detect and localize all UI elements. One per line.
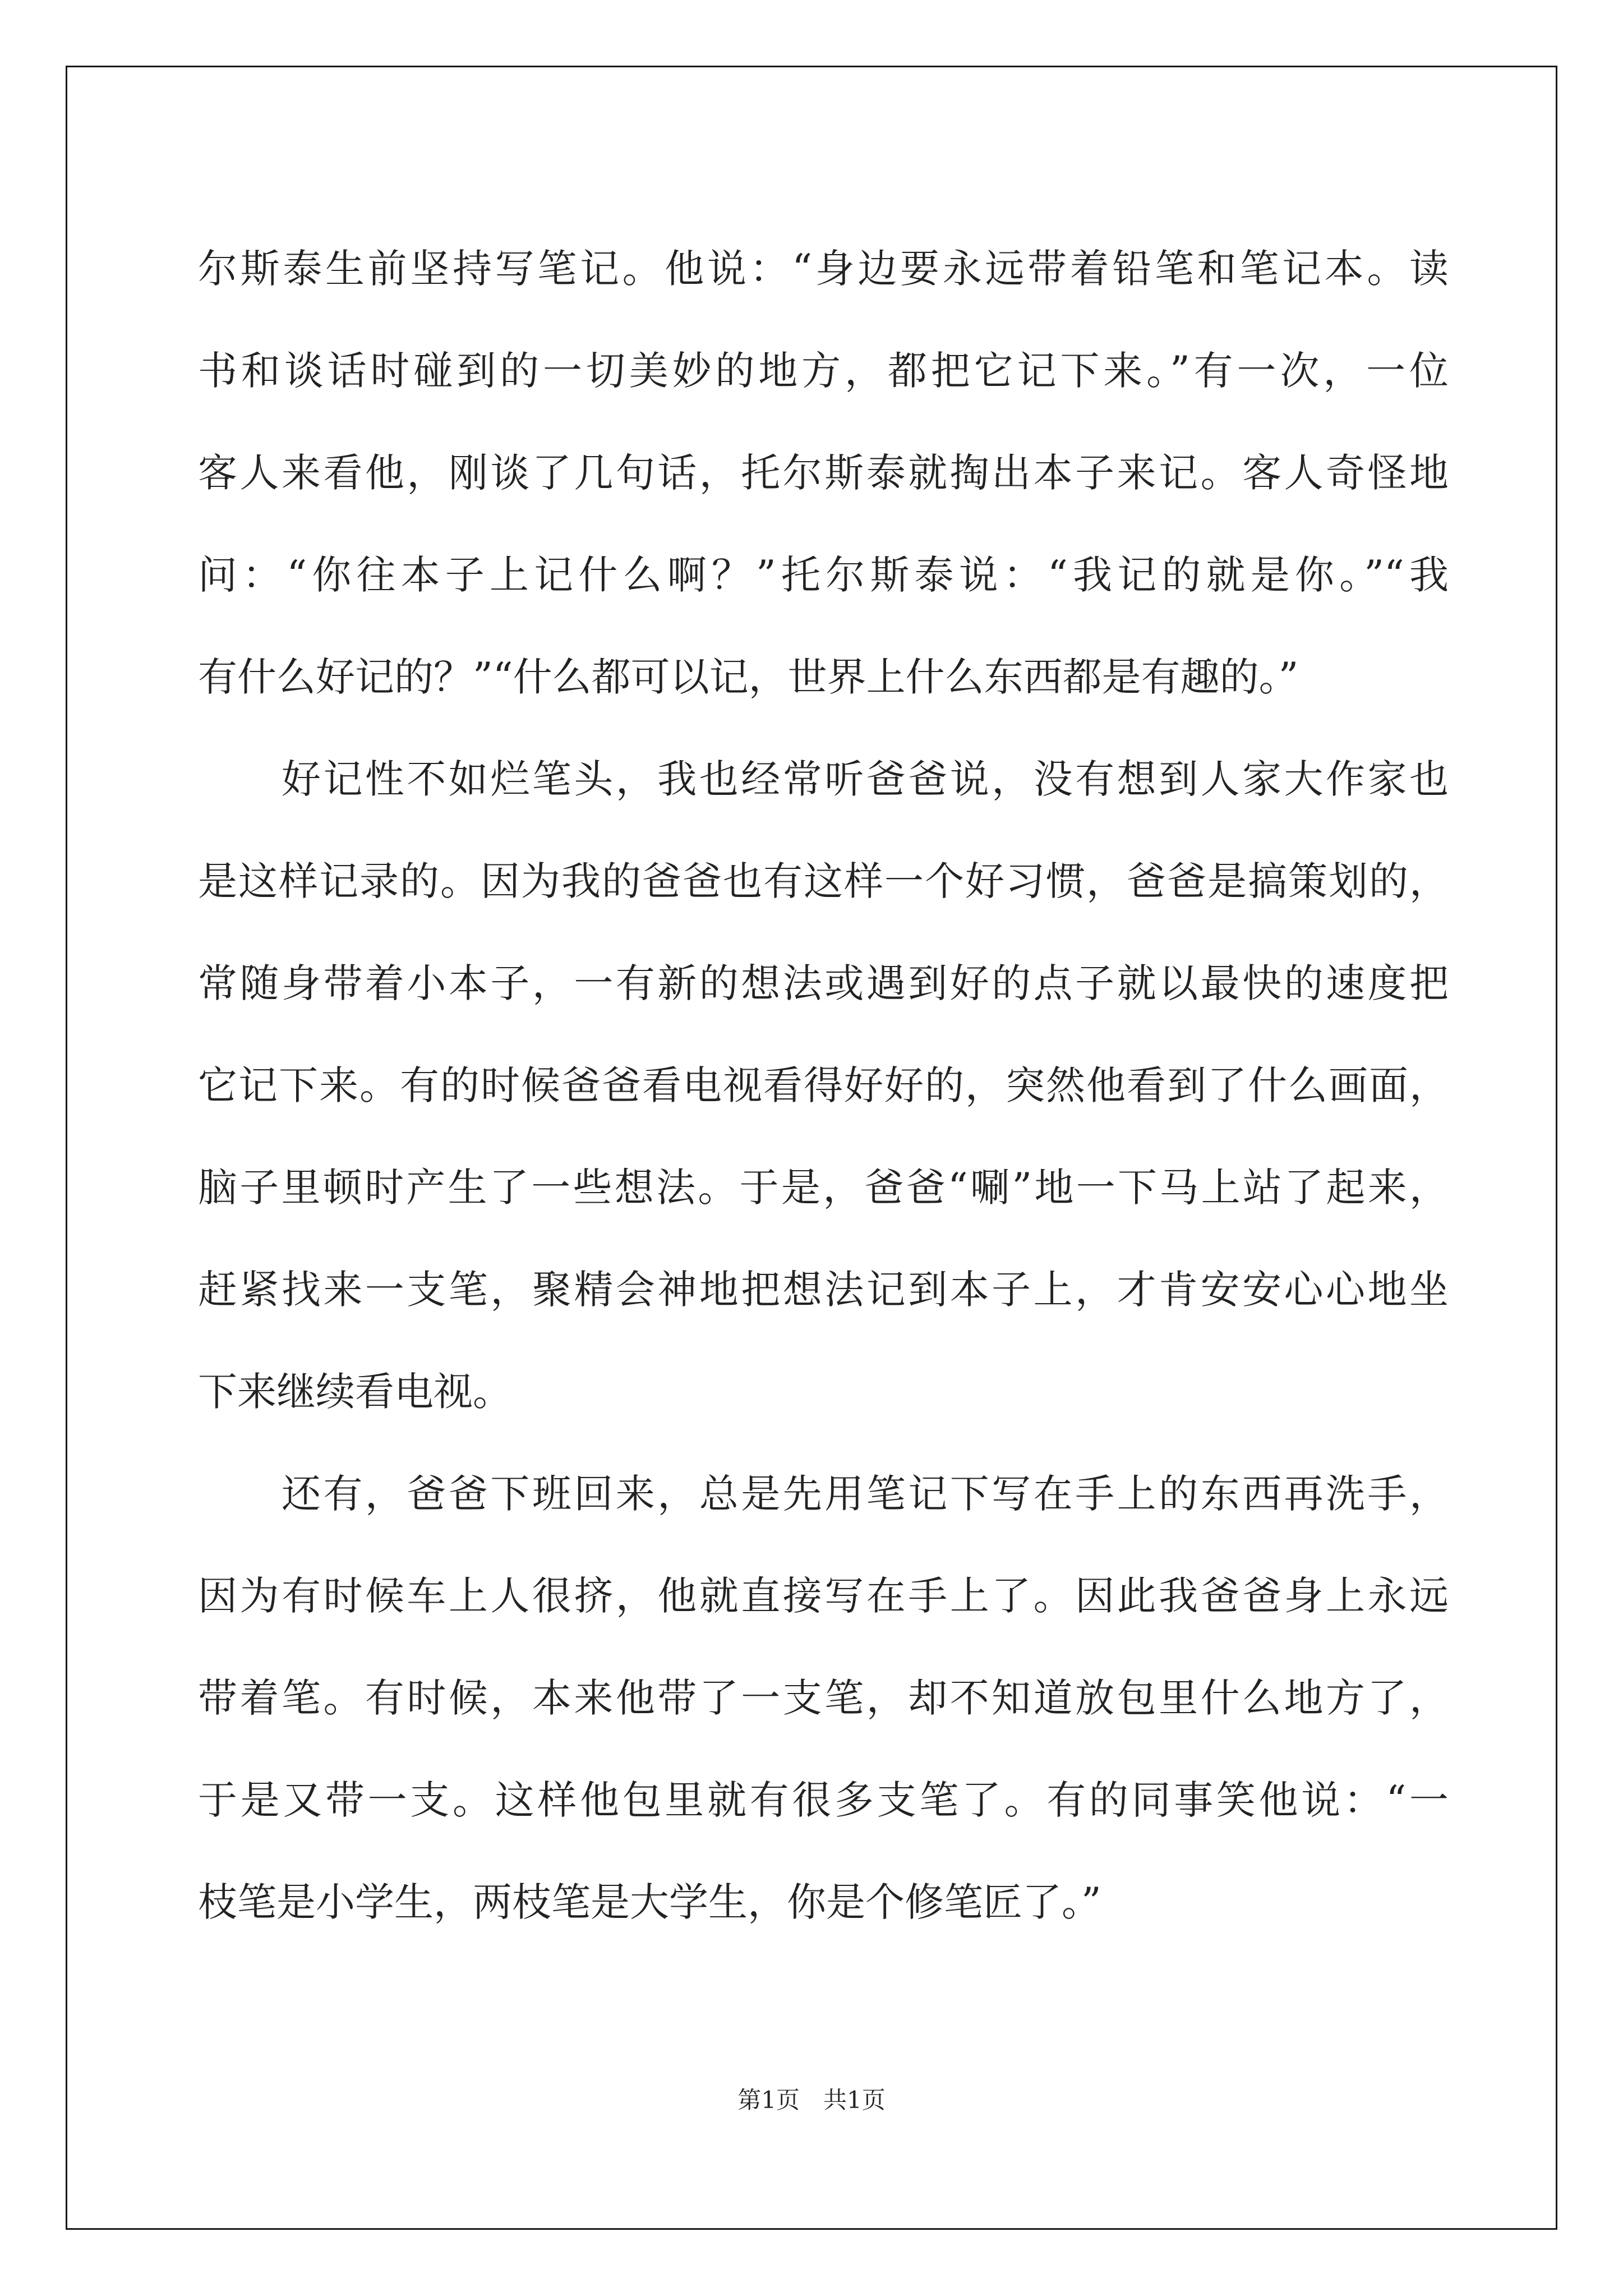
- text-line: 是这样记录的。因为我的爸爸也有这样一个好习惯，爸爸是搞策划的，: [198, 858, 1449, 904]
- page-number-label: 第1页 共1页: [737, 2086, 886, 2114]
- text-line: 有什么好记的？”“什么都可以记，世界上什么东西都是有趣的。”: [198, 654, 1299, 700]
- paragraph: [198, 1443, 1449, 1953]
- text-line: 于是又带一支。这样他包里就有很多支笔了。有的同事笑他说：“一: [198, 1777, 1449, 1823]
- text-line: 下来继续看电视。: [198, 1369, 512, 1415]
- text-line: 因为有时候车上人很挤，他就直接写在手上了。因此我爸爸身上永远: [198, 1573, 1449, 1619]
- text-line: 脑子里顿时产生了一些想法。于是，爸爸“唰”地一下马上站了起来，: [198, 1165, 1449, 1211]
- text-line: 书和谈话时碰到的一切美妙的地方，都把它记下来。”有一次，一位: [198, 348, 1449, 394]
- text-line: 赶紧找来一支笔，聚精会神地把想法记到本子上，才肯安安心心地坐: [198, 1267, 1449, 1313]
- text-line: 客人来看他，刚谈了几句话，托尔斯泰就掏出本子来记。客人奇怪地: [198, 450, 1449, 496]
- document-body: [198, 218, 1449, 1953]
- text-line: 枝笔是小学生，两枝笔是大学生，你是个修笔匠了。”: [198, 1879, 1101, 1925]
- text-line: 还有，爸爸下班回来，总是先用笔记下写在手上的东西再洗手，: [198, 1471, 1449, 1517]
- page-footer: [0, 2083, 1623, 2117]
- text-line: 好记性不如烂笔头，我也经常听爸爸说，没有想到人家大作家也: [198, 756, 1449, 802]
- paragraph: [198, 218, 1449, 728]
- text-line: 常随身带着小本子，一有新的想法或遇到好的点子就以最快的速度把: [198, 960, 1449, 1006]
- text-line: 带着笔。有时候，本来他带了一支笔，却不知道放包里什么地方了，: [198, 1675, 1449, 1721]
- text-line: 尔斯泰生前坚持写笔记。他说：“身边要永远带着铅笔和笔记本。读: [198, 246, 1449, 292]
- text-line: 问：“你往本子上记什么啊？”托尔斯泰说：“我记的就是你。”“我: [198, 552, 1449, 598]
- text-line: 它记下来。有的时候爸爸看电视看得好好的，突然他看到了什么画面，: [198, 1062, 1449, 1108]
- paragraph: [198, 728, 1449, 1443]
